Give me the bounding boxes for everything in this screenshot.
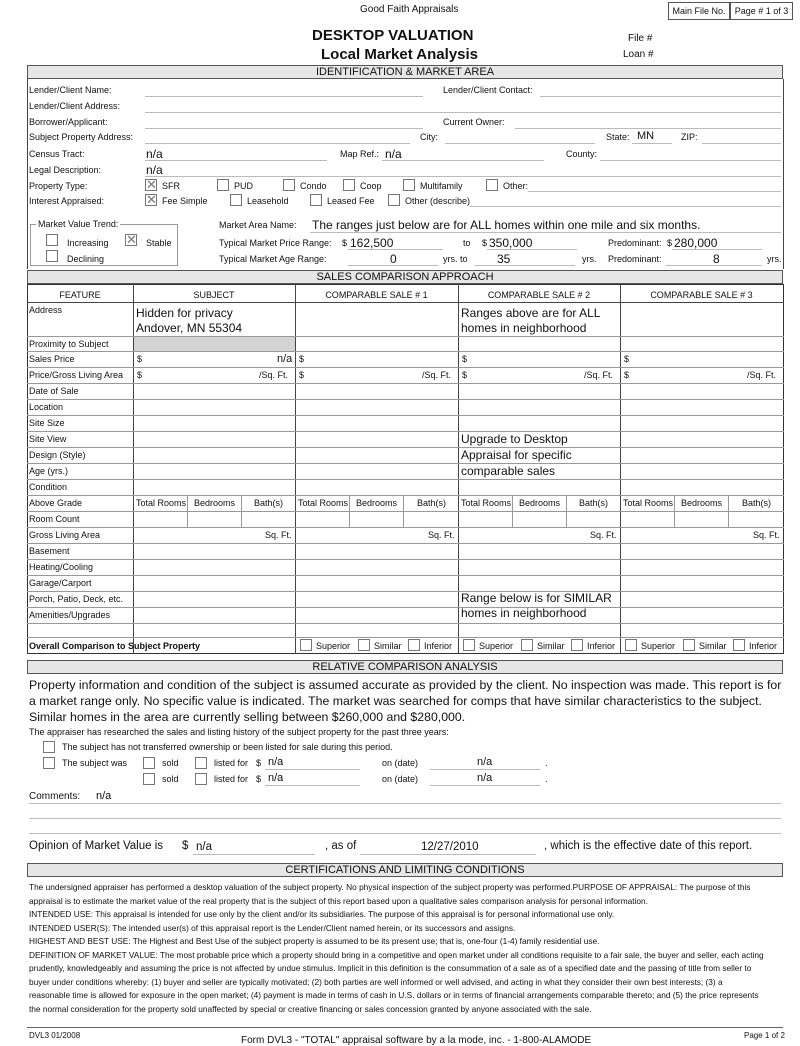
- footer-form-code: DVL3 01/2008: [29, 1031, 81, 1040]
- sales-row-rule-7: [27, 447, 784, 448]
- sales-row-rule-17: [27, 607, 784, 608]
- map-ref-field[interactable]: [382, 160, 544, 161]
- market-area-field[interactable]: [310, 232, 781, 233]
- feature-site-view: Site View: [29, 434, 67, 444]
- on-date-label-2: on (date): [382, 774, 419, 784]
- price-gla-unit-1: /Sq. Ft.: [422, 370, 452, 380]
- census-value: n/a: [146, 147, 163, 161]
- subject-address-label: Subject Property Address:: [29, 132, 134, 142]
- research-label: The appraiser has researched the sales and listing history of the subject property for the past three years:: [29, 727, 449, 737]
- comments-field-3[interactable]: [29, 833, 781, 834]
- price-predominant-dollar: $: [667, 238, 673, 248]
- feature-age: Age (yrs.): [29, 466, 69, 476]
- state-field[interactable]: [632, 143, 672, 144]
- interest-label: Interest Appraised:: [29, 196, 105, 206]
- subject-was-label: The subject was: [62, 758, 128, 768]
- effective-label: , which is the effective date of this report.: [544, 840, 753, 852]
- price-low-field[interactable]: [348, 249, 443, 250]
- listed-label-2: listed for: [214, 774, 249, 784]
- age-predominant-label: Predominant:: [608, 254, 662, 264]
- comp2-note-3: comparable sales: [461, 464, 556, 478]
- price-gla-dollar-0: $: [137, 370, 143, 380]
- opinion-label: Opinion of Market Value is: [29, 840, 164, 852]
- fee-simple-checkbox[interactable]: ✕: [146, 192, 157, 207]
- sales-header-rule: [27, 302, 784, 303]
- subject-address-line1: Hidden for privacy: [136, 306, 233, 320]
- room-divider-a-0: [187, 495, 188, 527]
- not-transferred-checkbox[interactable]: [43, 741, 55, 753]
- superior-checkbox-1[interactable]: [300, 639, 312, 651]
- inferior-label-3: Inferior: [749, 641, 778, 651]
- price-range-label: Typical Market Price Range:: [219, 238, 332, 248]
- inferior-checkbox-3[interactable]: [733, 639, 745, 651]
- sales-row-rule-4: [27, 399, 784, 400]
- similar-checkbox-1[interactable]: [358, 639, 370, 651]
- feature-basement: Basement: [29, 546, 70, 556]
- on-date-field-2[interactable]: [430, 785, 540, 786]
- feature-amenities: Amenities/Upgrades: [29, 610, 111, 620]
- leasehold-checkbox[interactable]: [230, 194, 242, 206]
- feature-location: Location: [29, 402, 64, 412]
- total-rooms-1: Total Rooms: [298, 498, 349, 508]
- sales-row-rule-16: [27, 591, 784, 592]
- similar-checkbox-3[interactable]: [683, 639, 695, 651]
- gla-unit-2: Sq. Ft.: [590, 530, 617, 540]
- sales-col-header-1: SUBJECT: [193, 290, 235, 300]
- on-date-field-1[interactable]: [430, 769, 540, 770]
- comp2-address-line2: homes in neighborhood: [461, 321, 587, 335]
- sales-price-dollar-2: $: [462, 354, 468, 364]
- inferior-label-2: Inferior: [587, 641, 616, 651]
- age-yrs-to-label: yrs. to: [443, 254, 468, 264]
- increasing-label: Increasing: [67, 238, 109, 248]
- sales-row-rule-6: [27, 431, 784, 432]
- baths-2: Bath(s): [579, 498, 609, 508]
- total-rooms-3: Total Rooms: [623, 498, 674, 508]
- loan-label: Loan #: [623, 49, 654, 60]
- listed-value-2: n/a: [268, 772, 284, 784]
- cert-line-5: DEFINITION OF MARKET VALUE: The most probable price which a property should bring in a competitive and open market under all conditions requisite to a fair sale, the buyer and seller, each acting: [29, 949, 764, 960]
- total-rooms-2: Total Rooms: [461, 498, 512, 508]
- listed-checkbox-2[interactable]: [195, 773, 207, 785]
- stable-checkbox[interactable]: ✕: [126, 232, 137, 247]
- comments-label: Comments:: [29, 791, 81, 802]
- feature-date-of-sale: Date of Sale: [29, 386, 79, 396]
- listed-dollar-1: $: [256, 758, 262, 768]
- age-predominant-field[interactable]: [666, 265, 762, 266]
- inferior-label-1: Inferior: [424, 641, 453, 651]
- other-interest-field[interactable]: [470, 206, 781, 207]
- zip-field[interactable]: [702, 143, 781, 144]
- room-divider-b-1: [403, 495, 404, 527]
- multifamily-label: Multifamily: [420, 181, 463, 191]
- feature-room-count: Room Count: [29, 514, 80, 524]
- increasing-checkbox[interactable]: [46, 234, 58, 246]
- opinion-dollar: $: [182, 840, 189, 852]
- borrower-field[interactable]: [145, 128, 423, 129]
- sales-col-header-0: FEATURE: [59, 290, 101, 300]
- comp2-note-5: homes in neighborhood: [461, 606, 587, 620]
- lender-contact-field[interactable]: [540, 96, 781, 97]
- comments-field-1[interactable]: [29, 803, 781, 804]
- opinion-value: n/a: [196, 841, 212, 853]
- room-divider-b-0: [241, 495, 242, 527]
- county-field[interactable]: [600, 160, 781, 161]
- listed-label-1: listed for: [214, 758, 249, 768]
- sales-col-header-2: COMPARABLE SALE # 1: [325, 290, 428, 300]
- bedrooms-0: Bedrooms: [194, 498, 236, 508]
- identification-heading: IDENTIFICATION & MARKET AREA: [27, 65, 783, 79]
- legal-label: Legal Description:: [29, 165, 102, 175]
- condo-label: Condo: [300, 181, 327, 191]
- overall-comparison-label: Overall Comparison to Subject Property: [29, 641, 201, 651]
- gla-unit-0: Sq. Ft.: [265, 530, 292, 540]
- leased-fee-checkbox[interactable]: [310, 194, 322, 206]
- as-of-field[interactable]: [360, 854, 536, 855]
- census-label: Census Tract:: [29, 149, 85, 159]
- feature-gla: Gross Living Area: [29, 530, 101, 540]
- lender-address-label: Lender/Client Address:: [29, 101, 121, 111]
- similar-label-3: Similar: [699, 641, 727, 651]
- superior-label-2: Superior: [479, 641, 514, 651]
- pud-checkbox[interactable]: [217, 179, 229, 191]
- price-low-value: 162,500: [350, 236, 394, 250]
- map-ref-label: Map Ref.:: [340, 149, 380, 159]
- superior-checkbox-2[interactable]: [463, 639, 475, 651]
- page-title: DESKTOP VALUATION: [312, 27, 474, 44]
- sfr-checkbox[interactable]: ✕: [146, 177, 157, 192]
- relative-line3: Similar homes in the area are currently selling between $260,000 and $280,000.: [29, 710, 466, 724]
- feature-above-grade: Above Grade: [29, 498, 83, 508]
- not-transferred-label: The subject has not transferred ownership or been listed for sale during this period.: [62, 742, 393, 752]
- feature-price-gla: Price/Gross Living Area: [29, 370, 124, 380]
- price-gla-dollar-1: $: [299, 370, 305, 380]
- price-gla-dollar-3: $: [624, 370, 630, 380]
- comments-value: n/a: [96, 790, 112, 802]
- listed-checkbox-1[interactable]: [195, 757, 207, 769]
- sales-col-header-3: COMPARABLE SALE # 2: [487, 290, 591, 300]
- age-high-value: 35: [497, 252, 511, 266]
- multifamily-checkbox[interactable]: [403, 179, 415, 191]
- on-date-label-1: on (date): [382, 758, 419, 768]
- as-of-date: 12/27/2010: [421, 841, 479, 853]
- feature-heating-cooling: Heating/Cooling: [29, 562, 94, 572]
- pud-label: PUD: [234, 181, 254, 191]
- page-number-box: Page # 1 of 3: [730, 2, 793, 20]
- comp2-note-2: Appraisal for specific: [461, 448, 572, 462]
- listed-dollar-2: $: [256, 774, 262, 784]
- comp2-address-line1: Ranges above are for ALL: [461, 306, 601, 320]
- on-date-value-1: n/a: [477, 756, 493, 768]
- county-label: County:: [566, 149, 598, 159]
- sales-row-rule-13: [27, 543, 784, 544]
- age-high-field[interactable]: [475, 265, 575, 266]
- census-field[interactable]: [145, 160, 327, 161]
- sales-row-rule-14: [27, 559, 784, 560]
- fee-simple-label: Fee Simple: [162, 196, 208, 206]
- subject-was-checkbox[interactable]: [43, 757, 55, 769]
- footer-form-text: Form DVL3 - "TOTAL" appraisal software by a la mode, inc. - 1-800-ALAMODE: [241, 1035, 592, 1046]
- feature-address: Address: [29, 305, 63, 315]
- declining-checkbox[interactable]: [46, 250, 58, 262]
- footer-page: Page 1 of 2: [744, 1031, 785, 1040]
- age-predominant-yrs: yrs.: [767, 254, 782, 264]
- age-low-field[interactable]: [348, 265, 438, 266]
- sold-checkbox-1[interactable]: [143, 757, 155, 769]
- on-date-value-2: n/a: [477, 772, 493, 784]
- sales-price-dollar-0: $: [137, 354, 143, 364]
- city-label: City:: [420, 132, 438, 142]
- price-predominant-label: Predominant:: [608, 238, 662, 248]
- cert-line-9: the normal consideration for the property sold unaffected by special or creative financing or sales concession granted by anyone associated with the sale.: [29, 1003, 592, 1014]
- as-of-label: , as of: [325, 840, 357, 852]
- listed-field-1[interactable]: [265, 769, 360, 770]
- lender-name-field[interactable]: [145, 96, 423, 97]
- gla-unit-1: Sq. Ft.: [428, 530, 455, 540]
- feature-porch: Porch, Patio, Deck, etc.: [29, 594, 124, 604]
- state-label: State:: [606, 132, 630, 142]
- feature-condition: Condition: [29, 482, 68, 492]
- price-low-dollar: $: [342, 238, 348, 248]
- listed-field-2[interactable]: [265, 785, 360, 786]
- other-type-field[interactable]: [528, 191, 781, 192]
- certifications-heading: CERTIFICATIONS AND LIMITING CONDITIONS: [27, 863, 783, 877]
- comments-field-2[interactable]: [29, 818, 781, 819]
- feature-garage: Garage/Carport: [29, 578, 92, 588]
- feature-sales-price: Sales Price: [29, 354, 75, 364]
- current-owner-label: Current Owner:: [443, 117, 505, 127]
- inferior-checkbox-1[interactable]: [408, 639, 420, 651]
- file-label: File #: [628, 33, 653, 44]
- sales-row-rule-3: [27, 383, 784, 384]
- cert-line-7: buyer under conditions whereby: (1) buyer and seller are typically motivated; (2) both parties are well informed or well advised, and acting in what they consider their own best interests; (3) a: [29, 976, 723, 987]
- baths-0: Bath(s): [254, 498, 284, 508]
- superior-label-1: Superior: [316, 641, 351, 651]
- price-gla-dollar-2: $: [462, 370, 468, 380]
- sales-row-rule-8: [27, 463, 784, 464]
- listed-value-1: n/a: [268, 756, 284, 768]
- comp2-note-1: Upgrade to Desktop: [461, 432, 568, 446]
- price-gla-unit-3: /Sq. Ft.: [747, 370, 777, 380]
- page-subtitle: Local Market Analysis: [321, 46, 479, 63]
- inferior-checkbox-2[interactable]: [571, 639, 583, 651]
- sales-col-header-4: COMPARABLE SALE # 3: [650, 290, 753, 300]
- bedrooms-1: Bedrooms: [356, 498, 398, 508]
- lender-contact-label: Lender/Client Contact:: [443, 85, 533, 95]
- cert-line-8: reasonable time is allowed for exposure in the open market; (4) payment is made in terms of cash in U.S. dollars or in terms of financial arrangements comparable thereto; and (5) the price represents: [29, 990, 759, 1000]
- sold-label-2: sold: [162, 774, 179, 784]
- superior-label-3: Superior: [641, 641, 676, 651]
- market-area-label: Market Area Name:: [219, 220, 297, 230]
- cert-line-6: prudently, knowledgeably and assuming the price is not affected by undue stimulus. Implicit in this definition is the consummation of a sale as of a specified date and the passing of title from seller to: [29, 963, 752, 973]
- relative-heading: RELATIVE COMPARISON ANALYSIS: [27, 660, 783, 674]
- cert-line-0: The undersigned appraiser has performed a desktop valuation of the subject property. No physical inspection of the subject property was performed.PURPOSE OF APPRAISAL: The purpose of this: [29, 882, 751, 892]
- sales-row-rule-5: [27, 415, 784, 416]
- sales-row-rule-11: [27, 511, 784, 512]
- company-name: Good Faith Appraisals: [360, 4, 459, 15]
- state-value: MN: [637, 130, 655, 142]
- sales-row-rule-12: [27, 527, 784, 528]
- sales-row-rule-0: [27, 336, 784, 337]
- sales-row-rule-10: [27, 495, 784, 496]
- declining-label: Declining: [67, 254, 105, 264]
- room-divider-a-1: [349, 495, 350, 527]
- room-divider-b-2: [566, 495, 567, 527]
- lender-address-field[interactable]: [145, 112, 781, 113]
- price-predominant-value: 280,000: [674, 236, 718, 250]
- similar-label-2: Similar: [537, 641, 565, 651]
- total-rooms-0: Total Rooms: [136, 498, 187, 508]
- opinion-field[interactable]: [193, 854, 315, 855]
- other-type-label: Other:: [503, 181, 529, 191]
- leased-fee-label: Leased Fee: [327, 196, 375, 206]
- cert-line-4: HIGHEST AND BEST USE: The Highest and Best Use of the subject property is assumed to be its present use; that is, one-four (1-4) family residential use.: [29, 936, 600, 946]
- subject-address-field[interactable]: [145, 143, 410, 144]
- lender-name-label: Lender/Client Name:: [29, 85, 112, 95]
- price-gla-unit-0: /Sq. Ft.: [259, 370, 289, 380]
- period-2: .: [545, 774, 548, 784]
- sales-row-rule-19: [27, 637, 784, 638]
- age-yrs-label: yrs.: [582, 254, 597, 264]
- gla-unit-3: Sq. Ft.: [753, 530, 780, 540]
- feature-proximity: Proximity to Subject: [29, 339, 109, 349]
- price-high-dollar: $: [482, 238, 488, 248]
- sales-row-rule-2: [27, 367, 784, 368]
- property-type-label: Property Type:: [29, 181, 88, 191]
- price-predominant-field[interactable]: [672, 249, 762, 250]
- relative-line1: Property information and condition of the subject is assumed accurate as provided by the client. No inspection was made. This report is for: [29, 678, 782, 692]
- market-trend-label: Market Value Trend:: [38, 219, 119, 229]
- room-divider-b-3: [728, 495, 729, 527]
- other-type-checkbox[interactable]: [486, 179, 498, 191]
- room-divider-a-2: [512, 495, 513, 527]
- leasehold-label: Leasehold: [247, 196, 289, 206]
- cert-line-3: INTENDED USER(S): The intended user(s) of this appraisal report is the Lender/Client named herein, or its successors and assigns.: [29, 922, 516, 933]
- sales-price-dollar-3: $: [624, 354, 630, 364]
- age-low-value: 0: [390, 252, 397, 266]
- sold-label-1: sold: [162, 758, 179, 768]
- sales-row-rule-1: [27, 351, 784, 352]
- sfr-label: SFR: [162, 181, 180, 191]
- price-gla-unit-2: /Sq. Ft.: [584, 370, 614, 380]
- age-range-label: Typical Market Age Range:: [219, 254, 327, 264]
- similar-checkbox-2[interactable]: [521, 639, 533, 651]
- sales-row-rule-15: [27, 575, 784, 576]
- age-predominant-value: 8: [713, 252, 720, 266]
- current-owner-field[interactable]: [515, 128, 781, 129]
- borrower-label: Borrower/Applicant:: [29, 117, 108, 127]
- price-high-field[interactable]: [487, 249, 577, 250]
- feature-design: Design (Style): [29, 450, 86, 460]
- baths-3: Bath(s): [742, 498, 772, 508]
- sales-row-rule-18: [27, 623, 784, 624]
- condo-checkbox[interactable]: [283, 179, 295, 191]
- coop-checkbox[interactable]: [343, 179, 355, 191]
- period-1: .: [545, 758, 548, 768]
- market-area-value: The ranges just below are for ALL homes within one mile and six months.: [312, 218, 701, 232]
- stable-label: Stable: [146, 238, 172, 248]
- other-interest-label: Other (describe): [405, 196, 471, 206]
- sales-price-dollar-1: $: [299, 354, 305, 364]
- relative-line2: a market range only. No specific value is indicated. The market was searched for comps that have similar characteristics to the subject.: [29, 694, 762, 708]
- cert-line-2: INTENDED USE: This appraisal is intended for use only by the client and/or its subsidiaries. The purpose of this appraisal is for personal informational use only.: [29, 909, 615, 919]
- baths-1: Bath(s): [417, 498, 447, 508]
- price-high-value: 350,000: [489, 236, 533, 250]
- bedrooms-3: Bedrooms: [681, 498, 723, 508]
- main-file-box: Main File No.: [668, 2, 730, 20]
- subject-address-line2: Andover, MN 55304: [136, 321, 243, 335]
- similar-label-1: Similar: [374, 641, 402, 651]
- legal-value: n/a: [146, 163, 163, 177]
- proximity-subject-shade: [134, 336, 295, 351]
- subject-sales-price-value: n/a: [277, 353, 293, 365]
- comp2-note-4: Range below is for SIMILAR: [461, 591, 612, 605]
- coop-label: Coop: [360, 181, 382, 191]
- legal-field[interactable]: [145, 176, 781, 177]
- map-ref-value: n/a: [385, 147, 402, 161]
- footer-rule: [27, 1027, 783, 1028]
- zip-label: ZIP:: [681, 132, 698, 142]
- room-divider-a-3: [674, 495, 675, 527]
- superior-checkbox-3[interactable]: [625, 639, 637, 651]
- sales-heading: SALES COMPARISON APPROACH: [27, 270, 783, 284]
- sold-checkbox-2[interactable]: [143, 773, 155, 785]
- city-field[interactable]: [445, 143, 595, 144]
- other-interest-checkbox[interactable]: [388, 194, 400, 206]
- cert-line-1: appraisal is to estimate the market value of the real property that is the subject of this report based upon a qualitative sales comparison analysis for personal information.: [29, 895, 648, 906]
- price-to-label: to: [463, 238, 471, 248]
- bedrooms-2: Bedrooms: [519, 498, 561, 508]
- feature-site-size: Site Size: [29, 418, 65, 428]
- sales-row-rule-9: [27, 479, 784, 480]
